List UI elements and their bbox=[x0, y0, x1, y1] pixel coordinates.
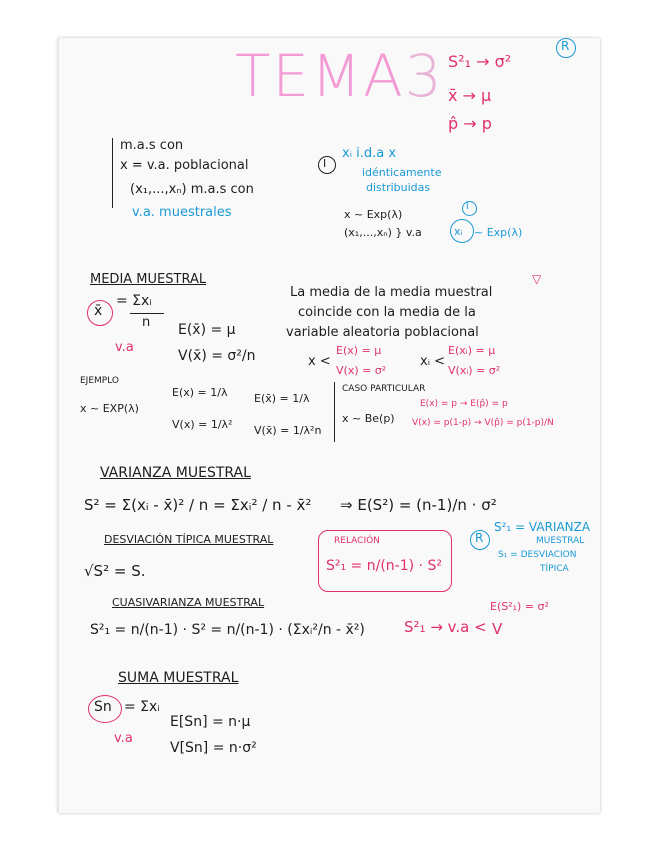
estimator-mean: x̄ → μ bbox=[448, 86, 492, 105]
caso-e: E(x) = p → E(p̂) = p bbox=[420, 399, 508, 409]
i-label: I bbox=[323, 157, 327, 170]
media-numerator: = Σxᵢ bbox=[116, 293, 152, 309]
r-label-2: R bbox=[475, 531, 484, 545]
mas-line1: m.a.s con bbox=[120, 138, 184, 153]
page-title bbox=[235, 42, 444, 110]
suma-expectation: E[Sn] = n·μ bbox=[170, 714, 251, 730]
pop-ex: E(x) = μ bbox=[336, 344, 382, 357]
pop-vx: V(x) = σ² bbox=[336, 364, 387, 377]
iid-line2: idénticamente bbox=[362, 166, 442, 179]
note-line1: La media de la media muestral bbox=[290, 285, 493, 300]
media-variance: V(x̄) = σ²/n bbox=[178, 348, 256, 364]
pop-exi: E(xᵢ) = μ bbox=[448, 344, 496, 357]
ejemplo-x: x ~ EXP(λ) bbox=[80, 402, 139, 415]
suma-va: v.a bbox=[114, 731, 133, 746]
r-label: R bbox=[561, 39, 570, 53]
relacion-label: RELACIÓN bbox=[334, 536, 380, 546]
iid-exp-lambda: ~ Exp(λ) bbox=[474, 226, 523, 239]
note-line3: variable aleatoria poblacional bbox=[286, 325, 479, 340]
estimator-proportion: p̂ → p bbox=[448, 114, 492, 133]
media-xbar: x̄ bbox=[94, 303, 103, 319]
mas-line2: x = v.a. poblacional bbox=[120, 158, 249, 173]
iid-line3: distribuidas bbox=[366, 181, 431, 194]
caso-be: x ~ Be(p) bbox=[342, 412, 395, 425]
caso-divider bbox=[334, 382, 335, 442]
title-number: 3 bbox=[404, 42, 444, 110]
title-text: TEMA bbox=[235, 42, 405, 110]
pop-vxi: V(xᵢ) = σ² bbox=[448, 364, 501, 377]
caso-label: CASO PARTICULAR bbox=[342, 384, 426, 394]
cuasi-v: V bbox=[492, 620, 503, 638]
cuasi-formula: S²₁ = n/(n-1) · S² = n/(n-1) · (Σxᵢ²/n - x̄²) bbox=[90, 622, 365, 638]
note-line2: coincide con la media de la bbox=[298, 305, 476, 320]
iid-line1: xᵢ i.d.a x bbox=[342, 146, 397, 161]
mas-line3: (x₁,...,xₙ) m.a.s con bbox=[130, 182, 254, 197]
suma-formula: = Σxᵢ bbox=[124, 699, 160, 715]
iid-xi: xᵢ bbox=[454, 225, 463, 238]
i-circle-small bbox=[462, 201, 477, 216]
varianza-note-s2b: TÍPICA bbox=[540, 564, 569, 574]
varianza-note-s1: S²₁ = VARIANZA bbox=[494, 520, 591, 534]
i-small-label: I bbox=[466, 202, 469, 212]
pop-xi: xᵢ < bbox=[420, 354, 446, 369]
cuasi-heading: CUASIVARIANZA MUESTRAL bbox=[112, 596, 265, 609]
ejemplo-vx: V(x̄) = 1/λ²n bbox=[254, 424, 322, 437]
cuasi-va: S²₁ → v.a < bbox=[404, 618, 487, 636]
suma-variance: V[Sn] = n·σ² bbox=[170, 740, 257, 756]
caso-v: V(x) = p(1-p) → V(p̂) = p(1-p)/N bbox=[412, 418, 554, 428]
relacion-formula: S²₁ = n/(n-1) · S² bbox=[326, 558, 442, 574]
iid-exp: x ~ Exp(λ) bbox=[344, 208, 403, 221]
nabla-icon: ▽ bbox=[532, 272, 542, 286]
mas-line4: v.a. muestrales bbox=[132, 205, 232, 220]
media-va: v.a bbox=[115, 340, 134, 355]
ejemplo-ex: E(x̄) = 1/λ bbox=[254, 392, 310, 405]
varianza-heading: VARIANZA MUESTRAL bbox=[100, 465, 251, 481]
varianza-note-s2: S₁ = DESVIACION bbox=[498, 550, 577, 560]
desv-heading: DESVIACIÓN TÍPICA MUESTRAL bbox=[104, 533, 274, 546]
desv-formula: √S² = S. bbox=[84, 562, 146, 580]
estimator-variance: S²₁ → σ² bbox=[448, 52, 512, 71]
media-denominator: n bbox=[142, 315, 151, 330]
ejemplo-e: E(x) = 1/λ bbox=[172, 386, 228, 399]
media-expectation: E(x̄) = μ bbox=[178, 322, 236, 338]
suma-heading: SUMA MUESTRAL bbox=[118, 670, 239, 686]
media-heading: MEDIA MUESTRAL bbox=[90, 272, 207, 287]
varianza-note-s1b: MUESTRAL bbox=[536, 536, 585, 546]
varianza-formula: S² = Σ(xᵢ - x̄)² / n = Σxᵢ² / n - x̄² bbox=[84, 496, 312, 514]
iid-sample: (x₁,...,xₙ) } v.a bbox=[344, 226, 422, 239]
i-circle bbox=[318, 156, 336, 174]
varianza-expectation: ⇒ E(S²) = (n-1)/n · σ² bbox=[340, 496, 497, 514]
media-fraction-bar bbox=[130, 313, 164, 314]
cuasi-expectation: E(S²₁) = σ² bbox=[490, 600, 549, 613]
pop-x: x < bbox=[308, 354, 331, 369]
mas-bracket bbox=[112, 138, 113, 208]
suma-sn: Sn bbox=[94, 699, 112, 715]
ejemplo-label: EJEMPLO bbox=[80, 376, 119, 386]
ejemplo-v: V(x) = 1/λ² bbox=[172, 418, 233, 431]
